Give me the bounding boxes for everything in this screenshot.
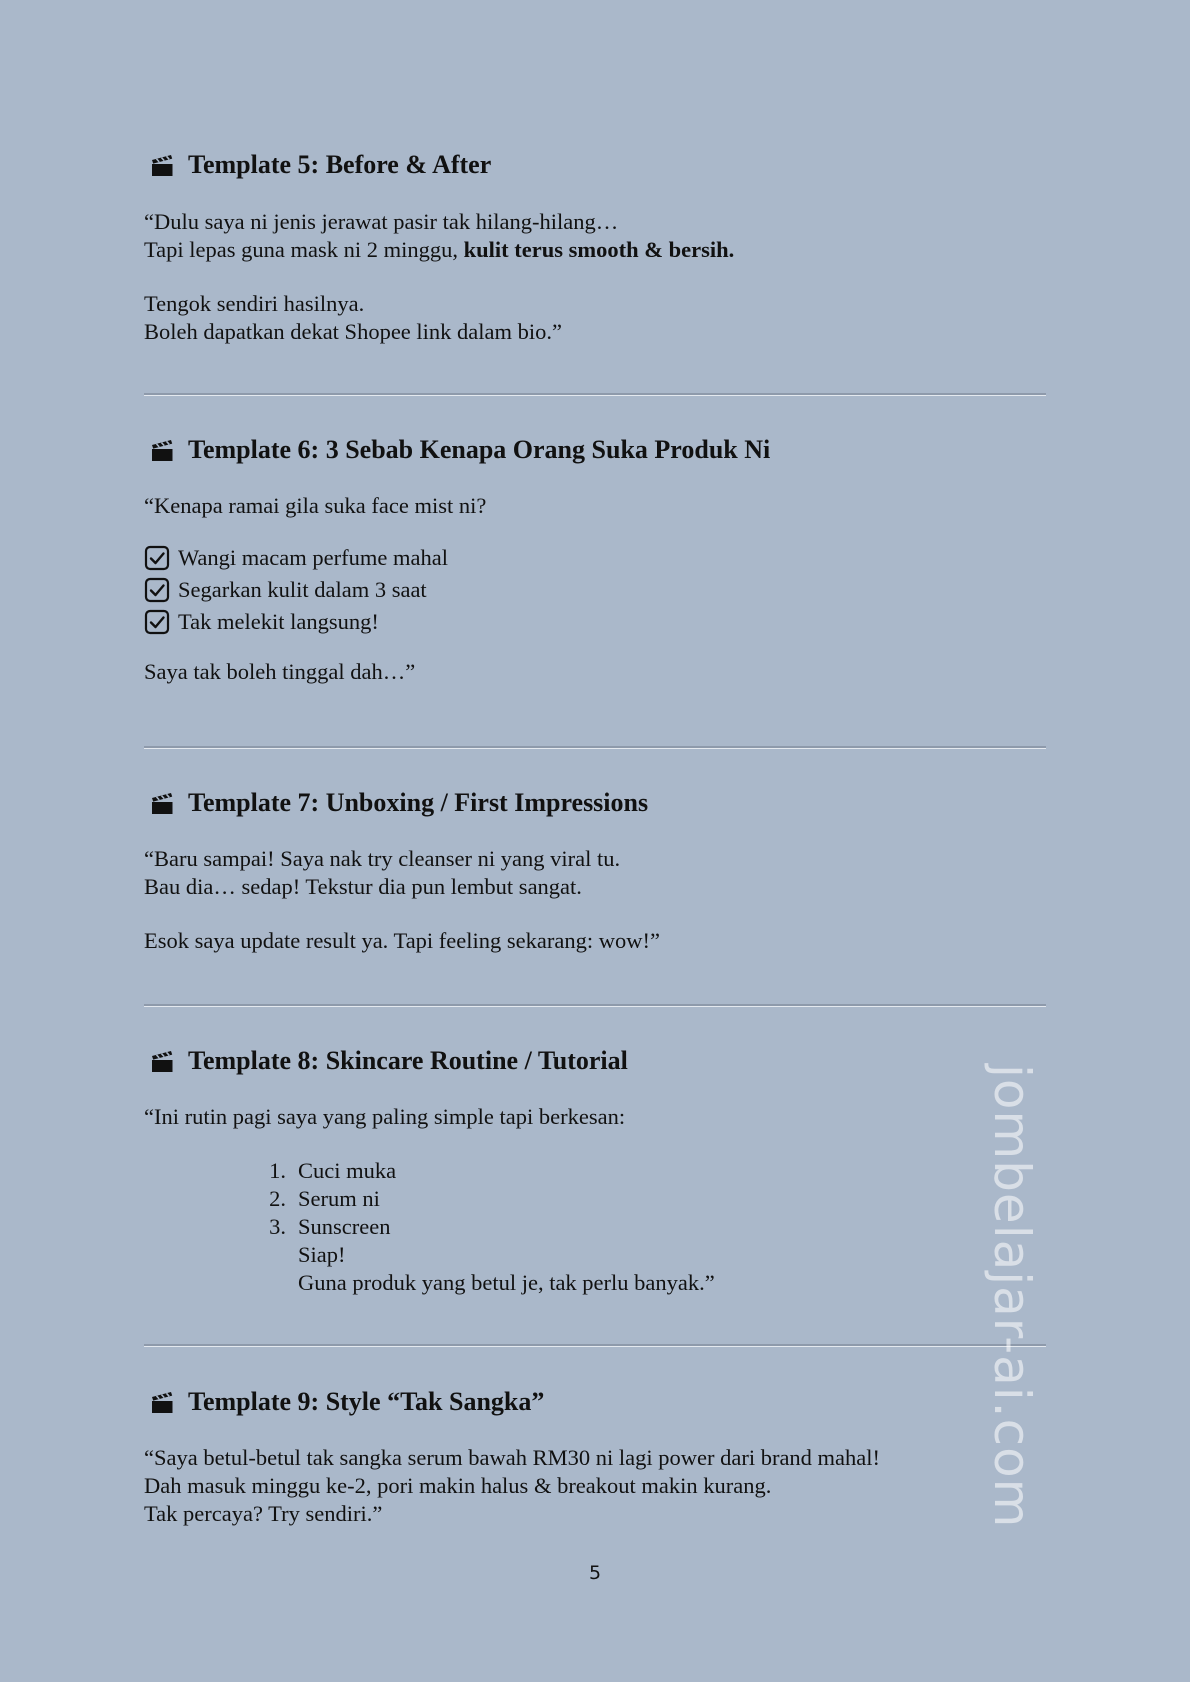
checklist-item	[144, 574, 1046, 606]
checklist-text: Wangi macam perfume mahal	[178, 545, 448, 570]
template-5-section	[144, 149, 1046, 346]
section-title: Template 8: Skincare Routine / Tutorial	[188, 1046, 628, 1075]
check-box-icon	[144, 577, 170, 603]
body-line: “Ini rutin pagi saya yang paling simple tapi berkesan:	[144, 1104, 626, 1129]
list-number: 2.	[269, 1186, 286, 1211]
checklist-item	[144, 606, 1046, 638]
body-line: Boleh dapatkan dekat Shopee link dalam bio.”	[144, 319, 563, 344]
clapperboard-icon	[150, 438, 174, 462]
body-line: Tengok sendiri hasilnya.	[144, 291, 365, 316]
section-title: Template 9: Style “Tak Sangka”	[188, 1387, 545, 1416]
clapperboard-icon	[150, 153, 174, 177]
section-divider	[144, 393, 1046, 396]
section-title: Template 6: 3 Sebab Kenapa Orang Suka Produk Ni	[188, 435, 771, 464]
template-9-section	[144, 1386, 1046, 1528]
body-line: Saya tak boleh tinggal dah…”	[144, 659, 416, 684]
section-divider	[144, 1344, 1046, 1347]
template-6-section	[144, 434, 1046, 686]
checklist-text: Tak melekit langsung!	[178, 609, 379, 634]
list-number: 1.	[269, 1158, 286, 1183]
list-item	[250, 1157, 1046, 1185]
body-text: Tapi lepas guna mask ni 2 minggu,	[144, 237, 464, 262]
body-line: Tak percaya? Try sendiri.”	[144, 1501, 383, 1526]
body-line: Dah masuk minggu ke-2, pori makin halus & breakout makin kurang.	[144, 1473, 772, 1498]
clapperboard-icon	[150, 791, 174, 815]
section-divider	[144, 746, 1046, 749]
list-text: Serum ni	[298, 1186, 380, 1211]
numbered-list	[250, 1157, 1046, 1297]
section-heading	[150, 434, 1046, 466]
page-number: 5	[588, 1562, 602, 1584]
section-heading	[150, 1045, 1046, 1077]
clapperboard-icon	[150, 1049, 174, 1073]
section-heading	[150, 149, 1046, 181]
checklist-text: Segarkan kulit dalam 3 saat	[178, 577, 427, 602]
template-7-section	[144, 787, 1046, 955]
body-line: “Kenapa ramai gila suka face mist ni?	[144, 493, 487, 518]
clapperboard-icon	[150, 1390, 174, 1414]
bold-text: kulit terus smooth & bersih.	[463, 237, 735, 262]
body-line: “Saya betul-betul tak sangka serum bawah RM30 ni lagi power dari brand mahal!	[144, 1445, 881, 1470]
list-continuation: Siap!	[298, 1242, 346, 1267]
section-heading	[150, 787, 1046, 819]
section-divider	[144, 1004, 1046, 1007]
body-line: Esok saya update result ya. Tapi feeling sekarang: wow!”	[144, 928, 660, 953]
watermark-text: jombelajar-ai.com	[983, 1064, 1041, 1529]
check-box-icon	[144, 609, 170, 635]
list-text: Sunscreen	[298, 1214, 391, 1239]
body-line: “Baru sampai! Saya nak try cleanser ni yang viral tu.	[144, 846, 621, 871]
list-continuation: Guna produk yang betul je, tak perlu banyak.”	[298, 1270, 715, 1295]
list-text: Cuci muka	[298, 1158, 397, 1183]
section-heading	[150, 1386, 1046, 1418]
list-item	[250, 1185, 1046, 1213]
checklist-item	[144, 542, 1046, 574]
body-line	[144, 236, 1046, 264]
template-8-section	[144, 1045, 1046, 1297]
body-line: Bau dia… sedap! Tekstur dia pun lembut sangat.	[144, 874, 582, 899]
list-item	[250, 1213, 1046, 1241]
body-line: “Dulu saya ni jenis jerawat pasir tak hilang-hilang…	[144, 209, 619, 234]
section-title: Template 5: Before & After	[188, 150, 492, 179]
list-number: 3.	[269, 1214, 286, 1239]
check-box-icon	[144, 545, 170, 571]
section-title: Template 7: Unboxing / First Impressions	[188, 788, 649, 817]
